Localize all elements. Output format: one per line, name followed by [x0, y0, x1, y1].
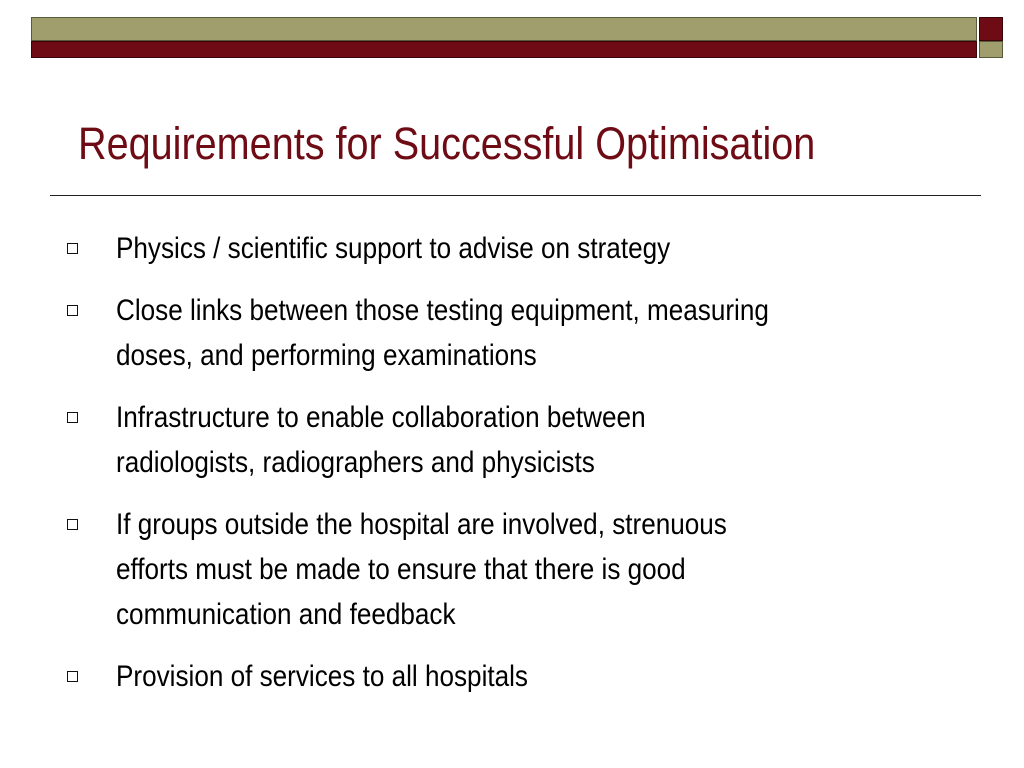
bullet-text: Infrastructure to enable collaboration between radiologists, radiographers and physicists: [116, 401, 646, 479]
hollow-square-icon: [67, 519, 78, 530]
corner-square-olive: [979, 41, 1003, 58]
hollow-square-icon: [67, 305, 78, 316]
bullet-item: [62, 395, 962, 485]
bullet-text: Provision of services to all hospitals: [116, 660, 528, 693]
bullet-text: Physics / scientific support to advise on strategy: [116, 232, 671, 265]
hollow-square-icon: [67, 412, 78, 423]
bullet-item: [62, 288, 962, 378]
bullet-text: If groups outside the hospital are involved, strenuous efforts must be made to ensure that there is good communication and feedback: [116, 508, 727, 631]
bullet-item: [62, 654, 962, 699]
bullet-item: [62, 226, 962, 271]
hollow-square-icon: [67, 243, 78, 254]
header-band-olive: [31, 17, 977, 41]
bullet-text: Close links between those testing equipment, measuring doses, and performing examinations: [116, 294, 769, 372]
bullet-list: [62, 226, 962, 716]
header-band-maroon: [31, 41, 977, 58]
bullet-item: [62, 502, 962, 637]
slide-title: Requirements for Successful Optimisation: [78, 118, 816, 169]
corner-square-maroon: [979, 17, 1003, 41]
title-divider: [50, 195, 981, 196]
hollow-square-icon: [67, 671, 78, 682]
